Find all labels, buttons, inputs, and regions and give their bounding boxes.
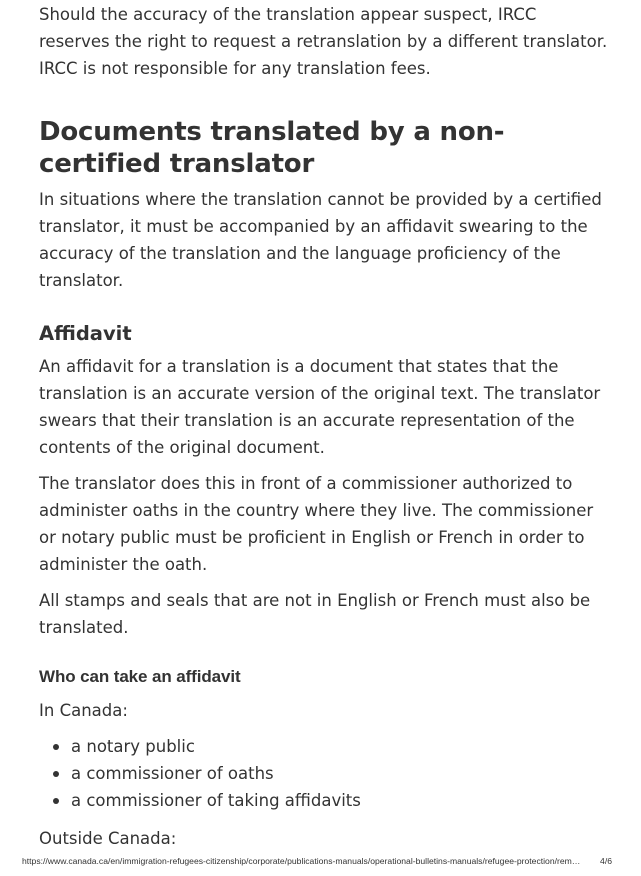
- page-number: 4/6: [600, 856, 612, 866]
- document-page: [39, 0, 609, 852]
- list-item: [71, 787, 609, 814]
- affidavit-paragraph-2: The translator does this in front of a commissioner authorized to administer oaths in the country where they live. The commissioner or notary public must be proficient in English or French in order to administer the oath.: [39, 474, 594, 574]
- list-item: [71, 760, 609, 787]
- intro-paragraph: Should the accuracy of the translation appear suspect, IRCC reserves the right to request a retranslation by a different translator. IRCC is not responsible for any translation fees.: [39, 5, 608, 78]
- bullet-icon: [53, 771, 59, 777]
- bullet-icon: [53, 744, 59, 750]
- list-item-text: a commissioner of taking affidavits: [71, 791, 361, 810]
- affidavit-paragraph-3: All stamps and seals that are not in English or French must also be translated.: [39, 591, 591, 637]
- heading-affidavit: Affidavit: [39, 322, 132, 345]
- in-canada-label: In Canada:: [39, 701, 128, 720]
- list-item: [71, 733, 609, 760]
- outside-canada-label: Outside Canada:: [39, 829, 177, 848]
- in-canada-list: [39, 733, 609, 814]
- heading-non-certified-translator: Documents translated by a non-certified translator: [39, 117, 505, 179]
- affidavit-paragraph-1: An affidavit for a translation is a document that states that the translation is an accurate version of the original text. The translator swears that their translation is an accurate representation of the contents of the original document.: [39, 357, 601, 457]
- footer-url: https://www.canada.ca/en/immigration-refugees-citizenship/corporate/publications-manuals/operational-bulletins-manuals/refugee-protection/rem…: [22, 856, 581, 866]
- list-item-text: a notary public: [71, 737, 195, 756]
- non-certified-paragraph: In situations where the translation cannot be provided by a certified translator, it must be accompanied by an affidavit swearing to the accuracy of the translation and the language proficiency of the translator.: [39, 190, 602, 290]
- heading-who-can-take-affidavit: Who can take an affidavit: [39, 667, 241, 686]
- list-item-text: a commissioner of oaths: [71, 764, 274, 783]
- bullet-icon: [53, 798, 59, 804]
- page-footer: [22, 855, 612, 869]
